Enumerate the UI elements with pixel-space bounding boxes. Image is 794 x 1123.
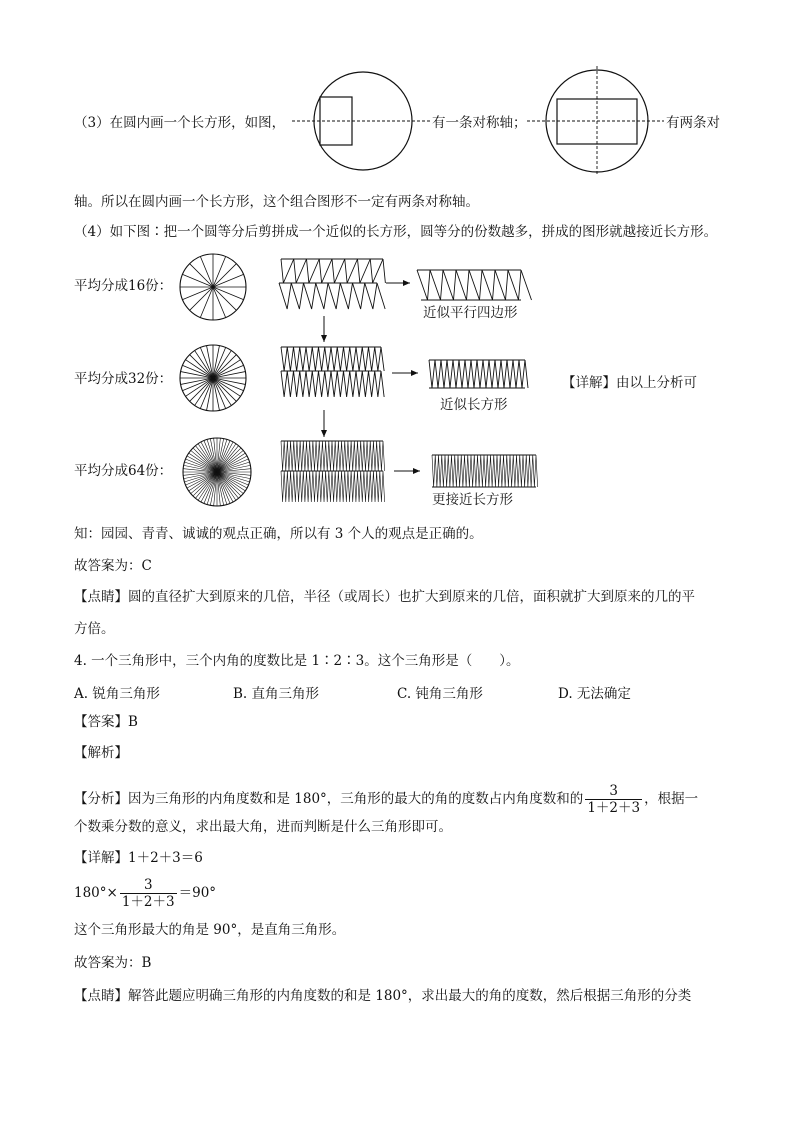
q4-answer-tag: 【答案】B bbox=[74, 714, 138, 730]
sector-line bbox=[201, 442, 217, 472]
sector-line bbox=[217, 439, 227, 472]
cut-pieces-32-top bbox=[281, 347, 384, 371]
sector-line bbox=[186, 378, 213, 396]
fraction-denominator: 1＋2＋3 bbox=[587, 800, 641, 816]
zigzag-path bbox=[279, 283, 385, 309]
sector-line bbox=[190, 355, 213, 378]
arrow-head bbox=[411, 370, 418, 376]
q4-detail-line3: 这个三角形最大的角是 90°，是直角三角形。 bbox=[74, 922, 346, 938]
rectangle-64 bbox=[432, 455, 538, 487]
sector-line bbox=[213, 378, 240, 396]
sector-line bbox=[183, 469, 217, 472]
cut-pieces-16-bottom bbox=[279, 283, 385, 309]
analysis-text-end: ，根据一 bbox=[644, 791, 699, 807]
sector-line bbox=[201, 472, 217, 502]
arrow-head bbox=[403, 280, 410, 286]
sector-line bbox=[187, 456, 217, 472]
sector-line bbox=[210, 439, 217, 472]
sector-line bbox=[213, 274, 243, 287]
sector-line bbox=[186, 472, 217, 485]
sector-line bbox=[217, 441, 230, 472]
sector-line bbox=[195, 472, 217, 498]
part4-text: （4）如下图∶把一个圆等分后剪拼成一个近似的长方形，圆等分的份数越多，拼成的图形就越接近长方形。 bbox=[74, 224, 718, 240]
sector-line bbox=[213, 378, 245, 384]
sector-line bbox=[217, 472, 248, 485]
calc-right: ＝90° bbox=[178, 885, 217, 901]
q4-note: 【点睛】解答此题应明确三角形的内角度数的和是 180°，求出最大的角的度数，然后根据三角形的分类 bbox=[74, 988, 692, 1004]
sector-line bbox=[207, 472, 217, 505]
arrow-head bbox=[321, 335, 327, 342]
zigzag-path bbox=[432, 455, 538, 487]
sector-line bbox=[195, 446, 217, 472]
sector-line bbox=[217, 450, 243, 472]
sector-line bbox=[213, 264, 236, 287]
sector-line bbox=[198, 444, 217, 472]
q4-stem: 4. 一个三角形中，三个内角的度数比是 1∶2∶3。这个三角形是（ ）。 bbox=[74, 653, 520, 669]
sector-line bbox=[189, 453, 217, 472]
sector-line bbox=[198, 472, 217, 500]
sector-line bbox=[217, 442, 233, 472]
zigzag-path bbox=[281, 441, 385, 471]
sector-line bbox=[200, 348, 213, 378]
q4-detail-line1: 【详解】1＋2＋3＝6 bbox=[74, 850, 203, 866]
sector-line bbox=[213, 378, 219, 410]
zigzag-path bbox=[429, 360, 528, 388]
sector-line bbox=[213, 365, 243, 378]
calc-left: 180°× bbox=[74, 885, 118, 901]
result-label-16: 近似平行四边形 bbox=[423, 305, 518, 321]
q4-option-c: C. 钝角三角形 bbox=[397, 686, 483, 702]
sector-line bbox=[191, 450, 217, 472]
sector-line bbox=[217, 472, 243, 494]
sector-line bbox=[217, 456, 247, 472]
sector-line bbox=[213, 351, 231, 378]
q4-option-d: D. 无法确定 bbox=[558, 686, 631, 702]
sector-line bbox=[207, 378, 213, 410]
sector-line bbox=[217, 465, 250, 472]
zigzag-path bbox=[281, 259, 385, 283]
sector-line bbox=[183, 472, 217, 475]
sector-line bbox=[207, 439, 217, 472]
q4-option-a: A. 锐角三角形 bbox=[74, 686, 160, 702]
part3-tail: 有两条对 bbox=[666, 115, 720, 131]
analysis-text: 【分析】因为三角形的内角度数和是 180°，三角形的最大的角的度数占内角度数和的 bbox=[74, 791, 584, 807]
sector-line bbox=[213, 378, 236, 401]
sector-line bbox=[195, 378, 213, 405]
sector-line bbox=[217, 472, 247, 488]
row-label-16: 平均分成16份： bbox=[74, 278, 173, 294]
zigzag-path bbox=[417, 270, 532, 300]
answer-3: 故答案为：C bbox=[74, 558, 152, 574]
sector-line bbox=[214, 472, 217, 506]
q4-analysis-tag: 【解析】 bbox=[74, 745, 128, 761]
arrow-head bbox=[321, 430, 327, 437]
sector-line bbox=[184, 472, 217, 482]
sector-line bbox=[217, 472, 220, 506]
row-label-32: 平均分成32份： bbox=[74, 371, 173, 387]
sector-line bbox=[217, 472, 227, 505]
sector-line bbox=[190, 264, 213, 287]
sector-line bbox=[213, 378, 231, 405]
sector-line bbox=[217, 448, 241, 472]
sector-line bbox=[190, 378, 213, 401]
sector-line bbox=[213, 355, 236, 378]
sector-line bbox=[217, 438, 220, 472]
sector-line bbox=[183, 378, 213, 391]
q4-analysis-line2: 个数乘分数的意义，求出最大角，进而判断是什么三角形即可。 bbox=[74, 819, 452, 835]
sector-line bbox=[213, 378, 243, 391]
sector-line bbox=[217, 472, 230, 503]
sector-line bbox=[193, 448, 217, 472]
sector-line bbox=[187, 472, 217, 488]
sector-line bbox=[217, 472, 239, 498]
row-label-64: 平均分成64份： bbox=[74, 463, 173, 479]
sector-line bbox=[217, 446, 239, 472]
sector-line bbox=[213, 346, 219, 378]
zigzag-path bbox=[281, 347, 384, 371]
sector-line bbox=[217, 472, 250, 482]
sector-line bbox=[184, 472, 217, 479]
part3-mid: 有一条对称轴； bbox=[432, 115, 527, 131]
sector-line bbox=[200, 257, 213, 287]
calc-denominator: 1＋2＋3 bbox=[121, 894, 175, 910]
cut-pieces-16-top bbox=[281, 259, 385, 283]
part3-continuation: 轴。所以在圆内画一个长方形，这个组合图形不一定有两条对称轴。 bbox=[74, 194, 479, 210]
zigzag-path bbox=[281, 371, 384, 397]
sector-line bbox=[217, 469, 251, 472]
arrow-head bbox=[413, 468, 420, 474]
sector-line bbox=[204, 441, 217, 472]
fraction-numerator: 3 bbox=[609, 783, 618, 799]
sector-line bbox=[217, 453, 245, 472]
sector-line bbox=[189, 472, 217, 491]
sector-line bbox=[204, 472, 217, 503]
sector-line bbox=[213, 287, 243, 300]
cut-pieces-32-bottom bbox=[281, 371, 384, 397]
sector-line bbox=[181, 378, 213, 384]
rectangle-32 bbox=[429, 360, 528, 388]
q4-analysis-line1 bbox=[74, 777, 698, 821]
sector-line bbox=[214, 438, 217, 472]
q4-answer: 故答案为：B bbox=[74, 955, 152, 971]
conclusion: 知：园园、青青、诚诚的观点正确，所以有 3 个人的观点是正确的。 bbox=[74, 526, 483, 542]
sector-line bbox=[190, 287, 213, 310]
sector-line bbox=[217, 472, 236, 500]
sector-line bbox=[207, 346, 213, 378]
note-3-line2: 方倍。 bbox=[74, 621, 115, 637]
sector-line bbox=[200, 378, 213, 408]
sector-line bbox=[184, 465, 217, 472]
side-note: 【详解】由以上分析可 bbox=[562, 375, 697, 391]
sector-line bbox=[217, 472, 241, 496]
sector-line bbox=[183, 365, 213, 378]
note-3-line1: 【点睛】圆的直径扩大到原来的几倍，半径（或周长）也扩大到原来的几倍，面积就扩大到原来的几的平 bbox=[74, 589, 695, 605]
fraction bbox=[585, 783, 642, 816]
result-label-32: 近似长方形 bbox=[440, 397, 508, 413]
parallelogram-16 bbox=[417, 270, 532, 300]
sector-line bbox=[217, 472, 250, 479]
cut-pieces-64-bottom bbox=[281, 471, 385, 502]
circle-64-sectors bbox=[183, 438, 251, 506]
sector-line bbox=[181, 372, 213, 378]
q4-option-b: B. 直角三角形 bbox=[233, 686, 320, 702]
calc-numerator: 3 bbox=[143, 877, 153, 893]
sector-line bbox=[213, 257, 226, 287]
sector-line bbox=[213, 360, 240, 378]
sector-line bbox=[213, 287, 236, 310]
sector-line bbox=[213, 287, 226, 317]
sector-line bbox=[217, 472, 245, 491]
sector-line bbox=[183, 274, 213, 287]
sector-line bbox=[200, 287, 213, 317]
sector-line bbox=[213, 372, 245, 378]
sector-line bbox=[213, 378, 226, 408]
sector-line bbox=[183, 287, 213, 300]
sector-line bbox=[186, 360, 213, 378]
cut-pieces-64-top bbox=[281, 441, 385, 471]
result-label-64: 更接近长方形 bbox=[432, 492, 513, 508]
sector-line bbox=[217, 462, 250, 472]
sector-line bbox=[210, 472, 217, 505]
zigzag-path bbox=[281, 471, 385, 502]
sector-line bbox=[186, 459, 217, 472]
calc-fraction bbox=[120, 877, 177, 910]
sector-line bbox=[217, 459, 248, 472]
sector-line bbox=[217, 472, 251, 475]
sector-line bbox=[213, 348, 226, 378]
sector-line bbox=[217, 472, 224, 505]
sector-line bbox=[184, 462, 217, 472]
sector-line bbox=[191, 472, 217, 494]
circle-16-sectors bbox=[180, 254, 246, 320]
sector-line bbox=[217, 472, 233, 502]
sector-line bbox=[195, 351, 213, 378]
sector-line bbox=[217, 444, 236, 472]
q4-calculation bbox=[74, 871, 216, 915]
part3-lead: （3）在圆内画一个长方形，如图， bbox=[74, 115, 286, 131]
sector-line bbox=[217, 439, 224, 472]
circle-32-sectors bbox=[180, 345, 246, 411]
sector-line bbox=[193, 472, 217, 496]
